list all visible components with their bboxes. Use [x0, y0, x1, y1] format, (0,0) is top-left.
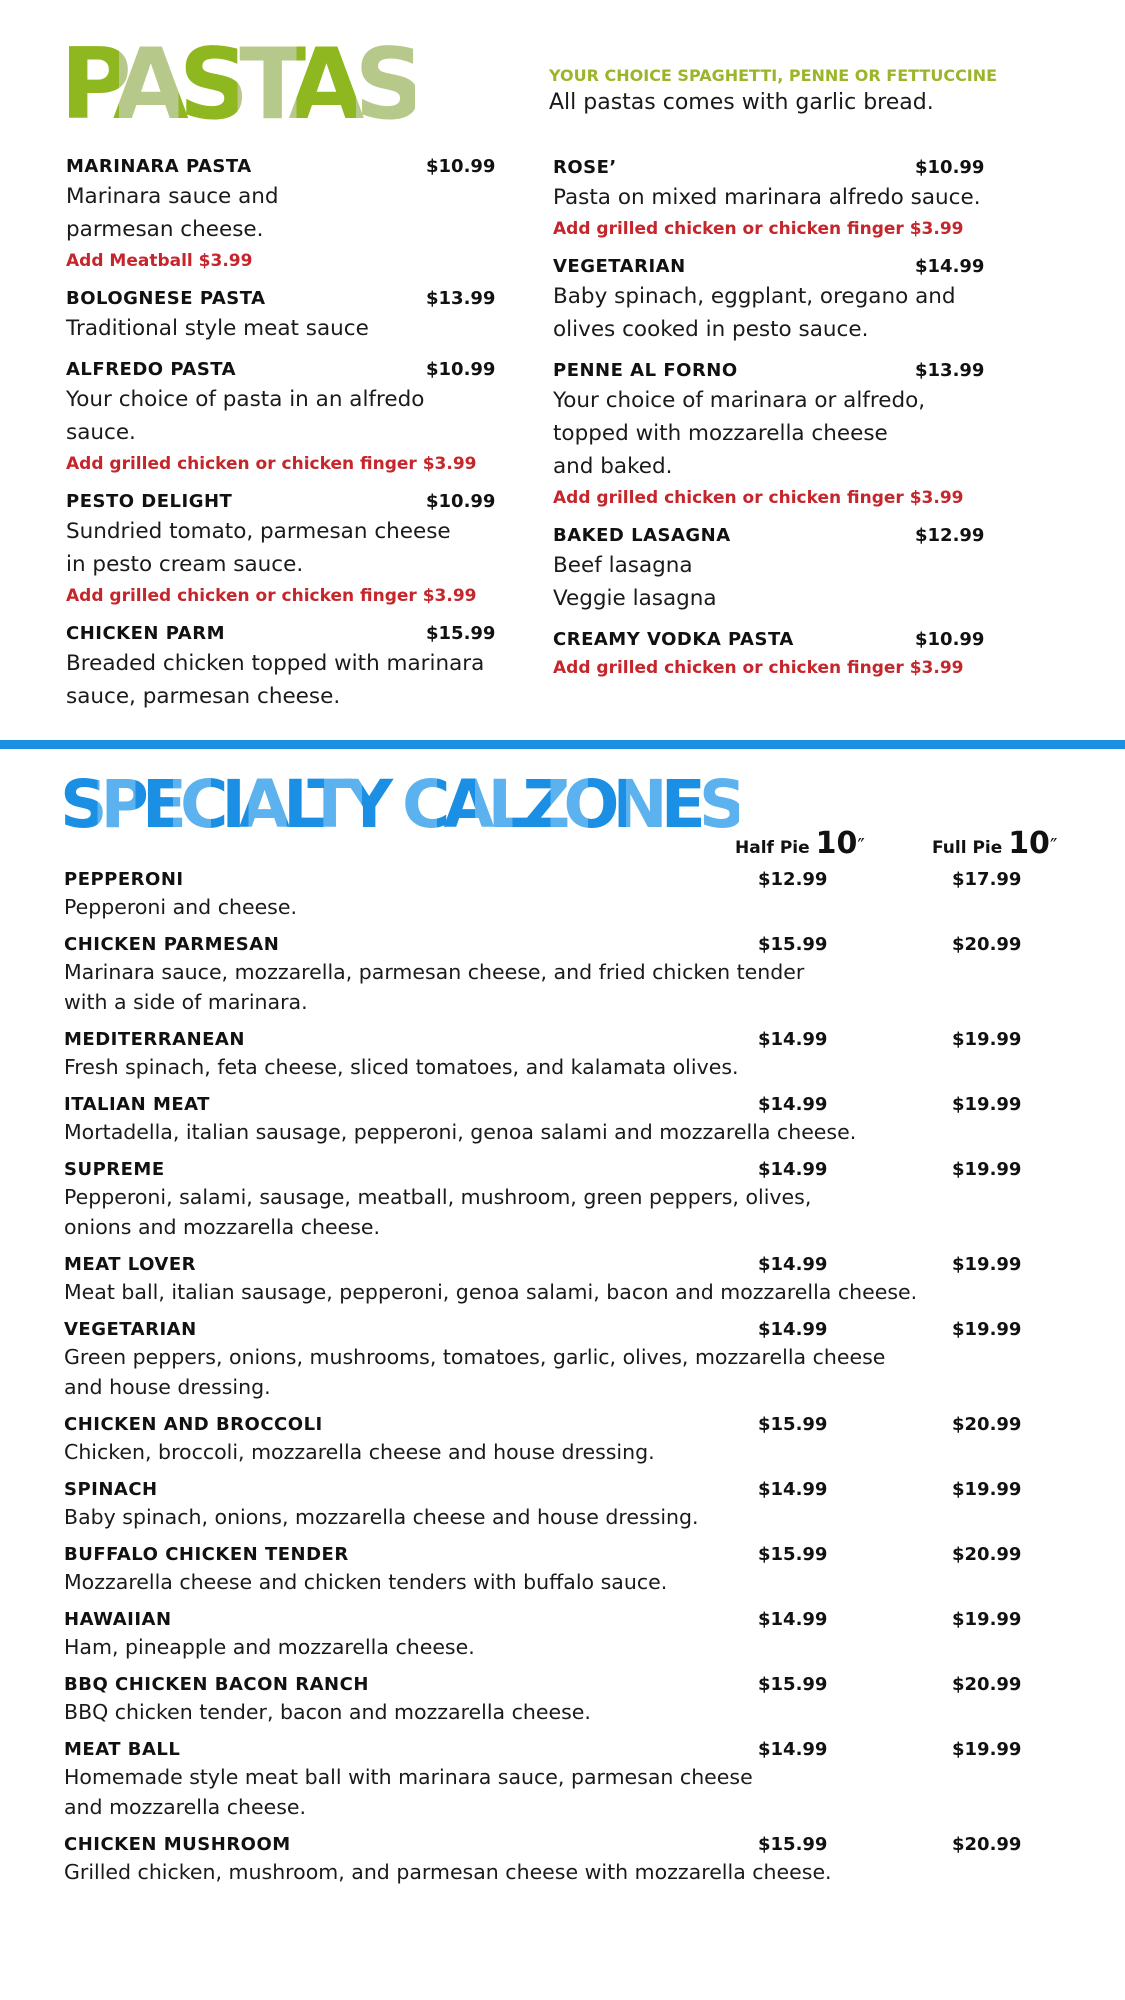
calzone-half-price: $14.99 [758, 1739, 828, 1760]
pasta-item-name: VEGETARIAN [553, 256, 686, 277]
pasta-item-price: $12.99 [915, 525, 985, 546]
pasta-item-name: PENNE AL FORNO [553, 360, 738, 381]
calzone-item-description: Ham, pineapple and mozzarella cheese. [64, 1635, 475, 1659]
pasta-item [66, 491, 496, 609]
pasta-item-name: CREAMY VODKA PASTA [553, 629, 794, 650]
pasta-item [553, 157, 993, 242]
calzone-half-price: $14.99 [758, 1254, 828, 1275]
calzone-full-price: $19.99 [952, 1479, 1022, 1500]
pasta-item-header [66, 288, 496, 312]
pasta-item [66, 156, 496, 274]
calzone-full-price: $17.99 [952, 869, 1022, 890]
pasta-item-header [553, 525, 993, 549]
calzone-item [64, 1028, 1064, 1082]
pasta-item [66, 288, 496, 345]
pasta-item [553, 525, 993, 615]
calzone-full-price: $20.99 [952, 1674, 1022, 1695]
calzone-item-name: CHICKEN MUSHROOM [64, 1834, 291, 1855]
section-divider [0, 740, 1125, 749]
pasta-item-price: $13.99 [426, 288, 496, 309]
pasta-item-price: $10.99 [426, 359, 496, 380]
calzone-item-name: BUFFALO CHICKEN TENDER [64, 1544, 349, 1565]
pasta-add-on: Add grilled chicken or chicken finger $3.99 [66, 454, 477, 474]
pasta-item-price: $10.99 [915, 629, 985, 650]
pasta-item-header [553, 157, 993, 181]
calzone-half-price: $15.99 [758, 1674, 828, 1695]
calzone-full-price: $20.99 [952, 1414, 1022, 1435]
calzone-item-description: Mozzarella cheese and chicken tenders with buffalo sauce. [64, 1570, 668, 1594]
pasta-item-description: Baby spinach, eggplant, oregano and olives cooked in pesto sauce. [553, 284, 956, 342]
full-pie-inch-mark: ″ [1049, 834, 1058, 858]
pasta-item-description: Marinara sauce and parmesan cheese. [66, 184, 279, 242]
calzone-item-description: Meat ball, italian sausage, pepperoni, genoa salami, bacon and mozzarella cheese. [64, 1280, 918, 1304]
half-pie-inch-mark: ″ [857, 834, 865, 858]
pasta-item-name: ALFREDO PASTA [66, 359, 237, 380]
calzone-item-name: ITALIAN MEAT [64, 1094, 210, 1115]
calzone-item-description: Baby spinach, onions, mozzarella cheese and house dressing. [64, 1505, 699, 1529]
calzone-half-price: $15.99 [758, 1414, 828, 1435]
calzone-item-name: SPINACH [64, 1479, 158, 1500]
pasta-item-description: Pasta on mixed marinara alfredo sauce. [553, 185, 981, 210]
pasta-item-price: $10.99 [915, 157, 985, 178]
pasta-item-name: BOLOGNESE PASTA [66, 288, 266, 309]
calzones-logo-text: SPECIALTY CALZONES [60, 766, 740, 843]
pasta-item-price: $14.99 [915, 256, 985, 277]
calzone-half-price: $14.99 [758, 1029, 828, 1050]
pasta-item-description: Your choice of marinara or alfredo, topped with mozzarella cheese and baked. [553, 388, 926, 479]
calzone-item [64, 1093, 1064, 1147]
calzone-full-price: $20.99 [952, 934, 1022, 955]
pasta-add-on: Add grilled chicken or chicken finger $3.99 [553, 488, 964, 508]
pastas-heading [60, 28, 415, 142]
calzone-item-description: Chicken, broccoli, mozzarella cheese and house dressing. [64, 1440, 655, 1464]
calzone-item-name: CHICKEN AND BROCCOLI [64, 1414, 323, 1435]
calzone-item-name: MEAT BALL [64, 1739, 181, 1760]
half-pie-header [735, 826, 865, 861]
pasta-item [553, 629, 993, 681]
pasta-item-header [553, 629, 993, 653]
pasta-item-header [66, 491, 496, 515]
calzone-full-price: $19.99 [952, 1029, 1022, 1050]
calzone-item [64, 1543, 1064, 1597]
calzone-item-name: BBQ CHICKEN BACON RANCH [64, 1674, 369, 1695]
pasta-item-price: $10.99 [426, 156, 496, 177]
pasta-item [66, 623, 496, 713]
calzone-half-price: $15.99 [758, 1544, 828, 1565]
pasta-left-column [66, 156, 496, 713]
pasta-item-description: Sundried tomato, parmesan cheese in pesto cream sauce. [66, 519, 451, 577]
calzone-full-price: $19.99 [952, 1094, 1022, 1115]
calzone-item [64, 1738, 1064, 1822]
pasta-item-header [66, 623, 496, 647]
full-pie-size: 10 [1008, 826, 1050, 861]
calzone-item-description: Grilled chicken, mushroom, and parmesan cheese with mozzarella cheese. [64, 1860, 832, 1884]
calzone-item [64, 1413, 1064, 1467]
calzone-item-name: HAWAIIAN [64, 1609, 172, 1630]
calzone-item [64, 1478, 1064, 1532]
pasta-add-on: Add grilled chicken or chicken finger $3.99 [66, 586, 477, 606]
calzone-item [64, 1833, 1064, 1887]
pasta-item-description: Your choice of pasta in an alfredo sauce. [66, 387, 425, 445]
pasta-item-price: $13.99 [915, 360, 985, 381]
pasta-item-description: Breaded chicken topped with marinara sauce, parmesan cheese. [66, 651, 485, 709]
pasta-item [66, 359, 496, 477]
pasta-choice-note: YOUR CHOICE SPAGHETTI, PENNE OR FETTUCCINE [549, 66, 998, 85]
calzone-item-description: Homemade style meat ball with marinara sauce, parmesan cheese and mozzarella cheese. [64, 1765, 753, 1819]
calzone-item [64, 933, 1064, 1017]
calzone-item-description: Fresh spinach, feta cheese, sliced tomatoes, and kalamata olives. [64, 1055, 739, 1079]
calzone-item [64, 1318, 1064, 1402]
full-pie-label: Full Pie [932, 838, 1003, 858]
calzone-item-name: MEDITERRANEAN [64, 1029, 245, 1050]
pastas-logo-text: PASTAS [60, 28, 415, 142]
calzone-item-description: Mortadella, italian sausage, pepperoni, genoa salami and mozzarella cheese. [64, 1120, 857, 1144]
calzone-half-price: $14.99 [758, 1479, 828, 1500]
calzone-full-price: $19.99 [952, 1159, 1022, 1180]
pasta-item-price: $15.99 [426, 623, 496, 644]
pasta-add-on: Add grilled chicken or chicken finger $3.99 [553, 219, 964, 239]
pasta-item-description: Traditional style meat sauce [66, 316, 369, 341]
calzone-half-price: $12.99 [758, 869, 828, 890]
calzone-half-price: $14.99 [758, 1319, 828, 1340]
calzone-full-price: $20.99 [952, 1544, 1022, 1565]
calzone-item-description: Pepperoni and cheese. [64, 895, 297, 919]
pasta-item-header [66, 156, 496, 180]
calzone-half-price: $14.99 [758, 1159, 828, 1180]
pasta-item [553, 360, 993, 511]
calzone-item [64, 1253, 1064, 1307]
calzone-full-price: $19.99 [952, 1254, 1022, 1275]
calzone-item [64, 1158, 1064, 1242]
pasta-item-name: BAKED LASAGNA [553, 525, 731, 546]
calzone-item [64, 1608, 1064, 1662]
calzone-full-price: $19.99 [952, 1319, 1022, 1340]
calzone-item-name: VEGETARIAN [64, 1319, 197, 1340]
pasta-item [553, 256, 993, 346]
calzone-half-price: $15.99 [758, 1834, 828, 1855]
calzone-item-description: Green peppers, onions, mushrooms, tomatoes, garlic, olives, mozzarella cheese and house dressing. [64, 1345, 886, 1399]
half-pie-label: Half Pie [735, 838, 810, 858]
calzone-item [64, 1673, 1064, 1727]
calzone-half-price: $14.99 [758, 1094, 828, 1115]
specialty-calzones-heading [60, 766, 740, 843]
calzone-item-description: Pepperoni, salami, sausage, meatball, mushroom, green peppers, olives, onions and mozzarella cheese. [64, 1185, 812, 1239]
pasta-item-price: $10.99 [426, 491, 496, 512]
garlic-bread-note: All pastas comes with garlic bread. [549, 90, 934, 115]
calzone-item [64, 868, 1064, 922]
full-pie-header [932, 826, 1057, 861]
pasta-item-header [66, 359, 496, 383]
calzone-full-price: $20.99 [952, 1834, 1022, 1855]
calzone-item-name: MEAT LOVER [64, 1254, 197, 1275]
pasta-item-description: Beef lasagna Veggie lasagna [553, 553, 717, 611]
calzone-item-name: CHICKEN PARMESAN [64, 934, 280, 955]
pasta-item-name: CHICKEN PARM [66, 623, 225, 644]
calzone-half-price: $14.99 [758, 1609, 828, 1630]
pasta-add-on: Add Meatball $3.99 [66, 251, 253, 271]
calzone-full-price: $19.99 [952, 1609, 1022, 1630]
calzone-full-price: $19.99 [952, 1739, 1022, 1760]
pasta-item-header [553, 360, 993, 384]
calzone-item-description: BBQ chicken tender, bacon and mozzarella cheese. [64, 1700, 591, 1724]
pasta-item-name: PESTO DELIGHT [66, 491, 233, 512]
calzone-list [64, 868, 1064, 1887]
calzone-half-price: $15.99 [758, 934, 828, 955]
pasta-item-name: ROSE’ [553, 157, 617, 178]
pasta-item-name: MARINARA PASTA [66, 156, 252, 177]
pasta-right-column [553, 157, 993, 681]
half-pie-size: 10 [815, 826, 858, 861]
pasta-add-on: Add grilled chicken or chicken finger $3.99 [553, 658, 964, 678]
calzone-item-name: SUPREME [64, 1159, 165, 1180]
pasta-item-header [553, 256, 993, 280]
calzone-item-name: PEPPERONI [64, 869, 184, 890]
calzone-item-description: Marinara sauce, mozzarella, parmesan cheese, and fried chicken tender with a side of marinara. [64, 960, 805, 1014]
